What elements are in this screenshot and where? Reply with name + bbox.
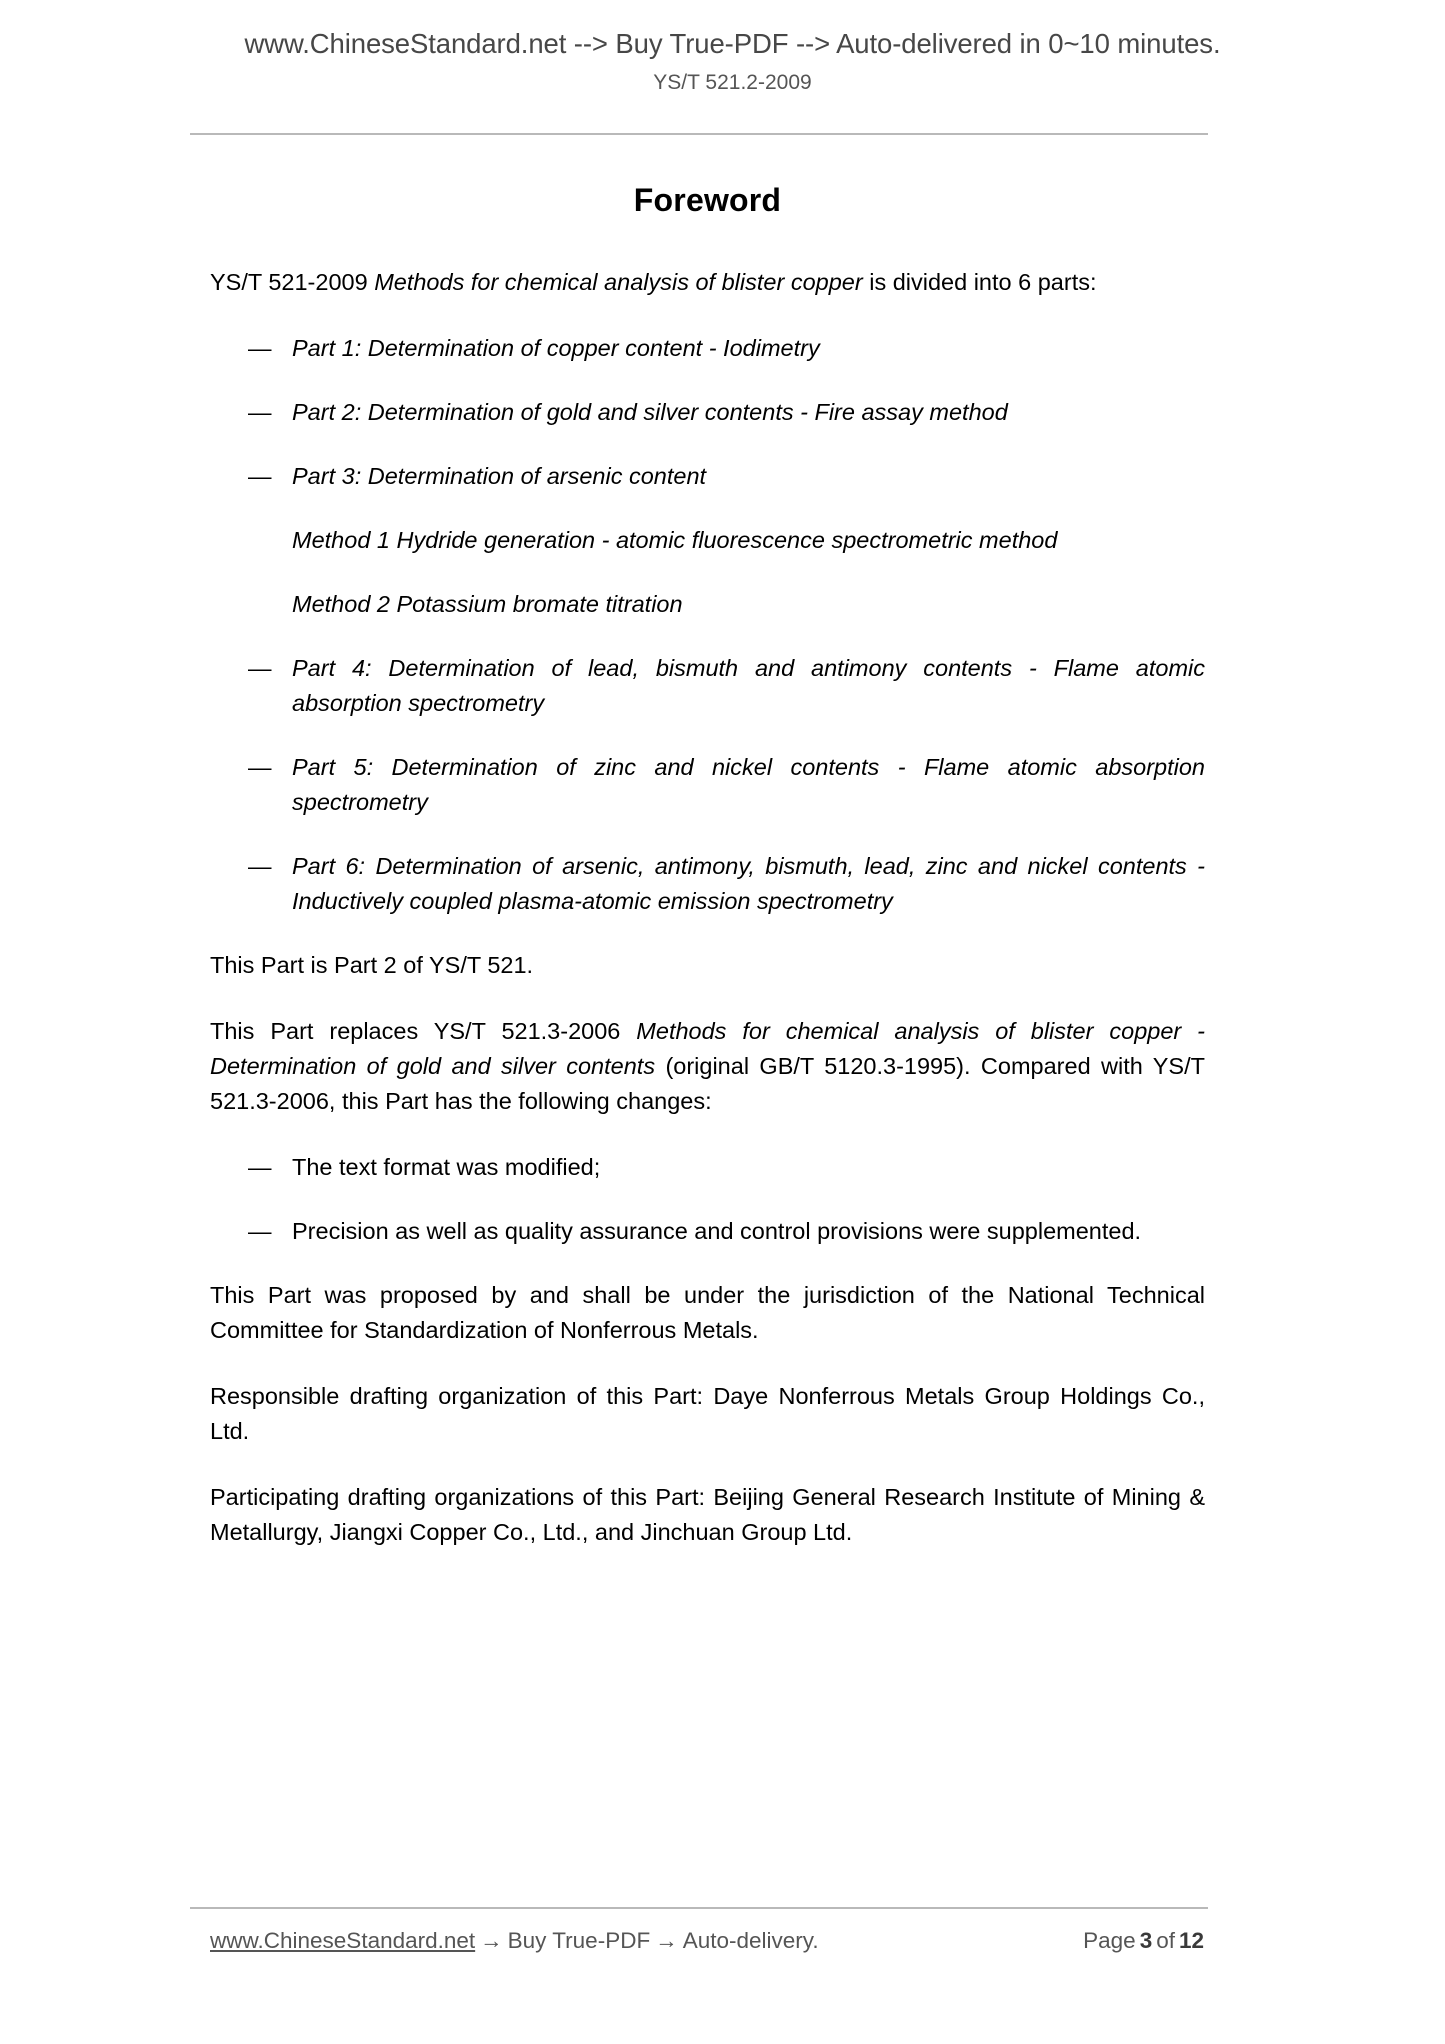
list-item — [210, 750, 1205, 820]
header-divider — [190, 133, 1208, 135]
method-text: Method 1 Hydride generation - atomic fluorescence spectrometric method — [292, 527, 1058, 553]
dash-bullet: — — [248, 655, 272, 681]
list-item — [210, 395, 1205, 430]
total-page-number: 12 — [1178, 1928, 1204, 1953]
part-text: Part 4: Determination of lead, bismuth and antimony contents - Flame atomic absorption spectrometry — [292, 655, 1205, 716]
intro-text-c: is divided into 6 parts: — [862, 269, 1097, 295]
jurisdiction-paragraph: This Part was proposed by and shall be under the jurisdiction of the National Technical Committee for Standardization of Nonferrous Metals. — [210, 1282, 1205, 1343]
header-promo-text: www.ChineseStandard.net --> Buy True-PDF --> Auto-delivered in 0~10 minutes. — [244, 28, 1221, 59]
change-text: The text format was modified; — [292, 1154, 601, 1180]
part-text: Part 2: Determination of gold and silver contents - Fire assay method — [292, 399, 1008, 425]
page-header — [95, 28, 1370, 95]
part-text: Part 1: Determination of copper content - Iodimetry — [292, 335, 820, 361]
intro-paragraph — [210, 265, 1205, 300]
intro-text-italic: Methods for chemical analysis of blister copper — [374, 269, 863, 295]
part-sub-methods — [292, 523, 1205, 622]
dash-bullet: — — [248, 399, 272, 425]
footer-promo — [210, 1928, 819, 1954]
list-item — [210, 1214, 1205, 1249]
header-standard-code: YS/T 521.2-2009 — [653, 71, 812, 94]
part-text: Part 3: Determination of arsenic content — [292, 463, 707, 489]
of-label: of — [1156, 1928, 1175, 1953]
list-item — [210, 651, 1205, 721]
dash-bullet: — — [248, 1218, 272, 1244]
list-item — [210, 459, 1205, 622]
parts-list — [210, 331, 1205, 919]
footer-delivery-text: Auto-delivery. — [682, 1928, 819, 1953]
page-footer — [210, 1928, 1210, 1954]
replacement-paragraph — [210, 1014, 1205, 1119]
current-page-number: 3 — [1139, 1928, 1153, 1953]
footer-divider — [190, 1907, 1208, 1909]
page-label: Page — [1083, 1928, 1136, 1953]
part-text: Part 5: Determination of zinc and nickel contents - Flame atomic absorption spectrometry — [292, 754, 1205, 815]
replacement-text-italic: Methods for chemical analysis of blister copper - Determination of gold and silver contents — [210, 1018, 1205, 1079]
arrow-right-icon: → — [480, 1928, 503, 1953]
dash-bullet: — — [248, 853, 272, 879]
footer-buy-text: Buy True-PDF — [507, 1928, 651, 1953]
changes-list — [210, 1150, 1205, 1249]
participating-orgs-paragraph: Participating drafting organizations of this Part: Beijing General Research Institute of Mining & Metallurgy, Jiangxi Copper Co., Ltd., and Jinchuan Group Ltd. — [210, 1484, 1205, 1545]
dash-bullet: — — [248, 335, 272, 361]
responsible-org-paragraph: Responsible drafting organization of this Part: Daye Nonferrous Metals Group Holdings Co., Ltd. — [210, 1383, 1205, 1444]
replacement-text-a: This Part replaces YS/T 521.3-2006 — [210, 1018, 637, 1044]
document-content — [210, 182, 1205, 1581]
dash-bullet: — — [248, 463, 272, 489]
list-item — [210, 1150, 1205, 1185]
list-item — [210, 849, 1205, 919]
page-number-indicator — [1083, 1928, 1210, 1954]
dash-bullet: — — [248, 1154, 272, 1180]
part-text: Part 6: Determination of arsenic, antimony, bismuth, lead, zinc and nickel contents - Inductively coupled plasma-atomic emission spectrometry — [292, 853, 1205, 914]
change-text: Precision as well as quality assurance and control provisions were supplemented. — [292, 1218, 1142, 1244]
dash-bullet: — — [248, 754, 272, 780]
list-item — [210, 331, 1205, 366]
intro-text-a: YS/T 521-2009 — [210, 269, 375, 295]
page-title: Foreword — [633, 182, 782, 218]
arrow-right-icon: → — [655, 1928, 678, 1953]
replacement-text-c: (original GB/T 5120.3-1995). Compared with YS/T 521.3-2006, this Part has the following changes: — [210, 1053, 1205, 1114]
method-text: Method 2 Potassium bromate titration — [292, 591, 683, 617]
footer-url-link[interactable]: www.ChineseStandard.net — [210, 1928, 476, 1953]
part-statement-paragraph: This Part is Part 2 of YS/T 521. — [210, 952, 534, 978]
